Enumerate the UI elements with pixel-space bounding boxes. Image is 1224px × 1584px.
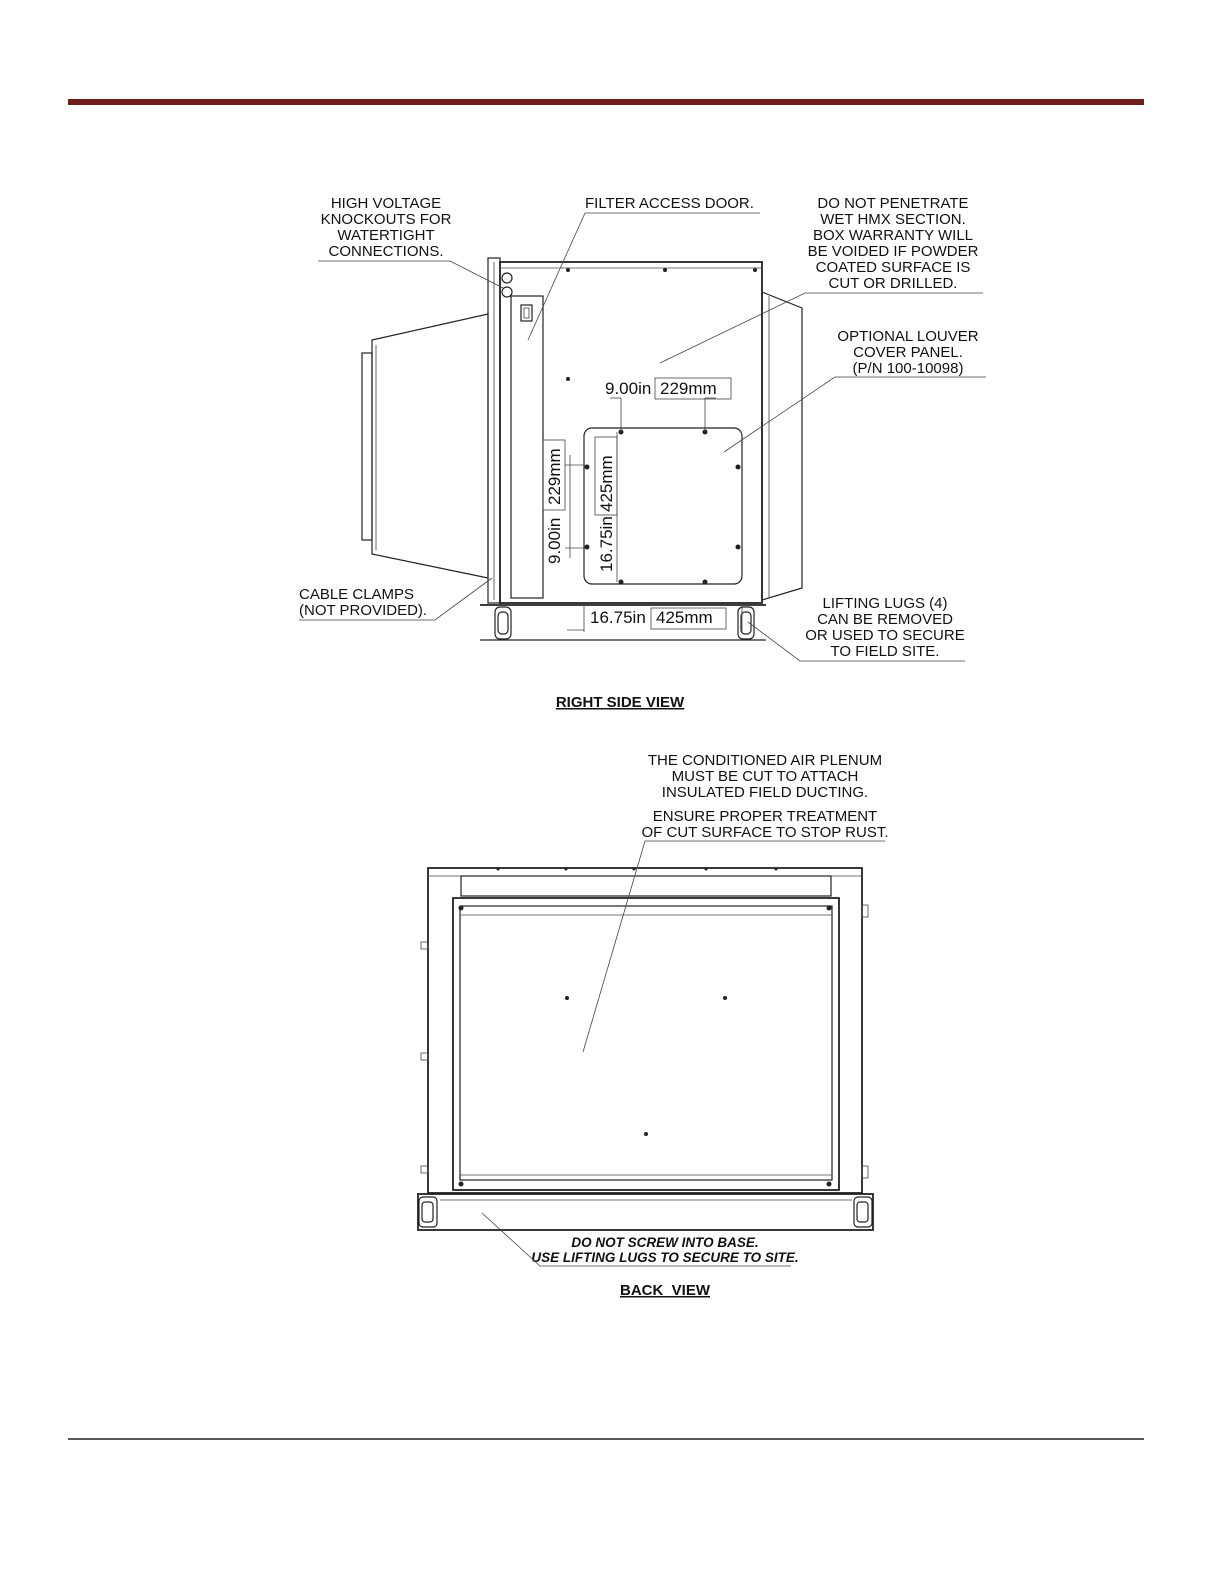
- svg-text:DO NOT PENETRATE: DO NOT PENETRATE: [817, 195, 969, 212]
- svg-text:BOX WARRANTY WILL: BOX WARRANTY WILL: [812, 227, 974, 244]
- svg-text:OF CUT SURFACE TO STOP RUST.: OF CUT SURFACE TO STOP RUST.: [641, 824, 889, 841]
- svg-text:TO FIELD SITE.: TO FIELD SITE.: [830, 643, 940, 660]
- dim-bottom-mm: 425mm: [656, 608, 713, 627]
- dim-top-mm: 229mm: [660, 379, 717, 398]
- svg-text:COVER PANEL.: COVER PANEL.: [853, 344, 963, 361]
- callout-plenum: [583, 752, 889, 1052]
- svg-text:BE VOIDED IF POWDER: BE VOIDED IF POWDER: [807, 243, 979, 260]
- svg-text:FILTER ACCESS DOOR.: FILTER ACCESS DOOR.: [585, 195, 754, 212]
- svg-text:CONNECTIONS.: CONNECTIONS.: [328, 243, 444, 260]
- svg-text:COATED SURFACE IS: COATED SURFACE IS: [815, 259, 971, 276]
- svg-text:WATERTIGHT: WATERTIGHT: [337, 227, 435, 244]
- svg-text:USE LIFTING LUGS TO SECURE TO: USE LIFTING LUGS TO SECURE TO SITE.: [531, 1250, 799, 1265]
- callout-louver: [724, 328, 986, 452]
- svg-text:(NOT PROVIDED).: (NOT PROVIDED).: [299, 602, 428, 619]
- callout-cable-clamps: [299, 578, 492, 620]
- svg-text:CAN BE REMOVED: CAN BE REMOVED: [817, 611, 953, 628]
- svg-text:OR USED TO SECURE: OR USED TO SECURE: [805, 627, 965, 644]
- svg-text:LIFTING LUGS (4): LIFTING LUGS (4): [822, 595, 948, 612]
- svg-text:CABLE CLAMPS: CABLE CLAMPS: [299, 586, 415, 603]
- dim-height-in: 16.75in: [597, 516, 616, 572]
- svg-text:CUT OR DRILLED.: CUT OR DRILLED.: [828, 275, 958, 292]
- svg-text:INSULATED FIELD DUCTING.: INSULATED FIELD DUCTING.: [661, 784, 869, 801]
- svg-text:(P/N 100-10098): (P/N 100-10098): [852, 360, 964, 377]
- callout-filter-door: [528, 195, 760, 340]
- dim-left-in: 9.00in: [545, 517, 564, 564]
- dim-left-mm: 229mm: [545, 448, 564, 505]
- header-rule: [68, 99, 1144, 105]
- dim-height-mm: 425mm: [597, 455, 616, 512]
- svg-text:ENSURE PROPER TREATMENT: ENSURE PROPER TREATMENT: [652, 808, 878, 825]
- svg-text:MUST BE CUT TO ATTACH: MUST BE CUT TO ATTACH: [671, 768, 859, 785]
- right-view-title: RIGHT SIDE VIEW: [555, 694, 685, 711]
- svg-text:DO NOT SCREW INTO BASE.: DO NOT SCREW INTO BASE.: [571, 1235, 759, 1250]
- svg-text:OPTIONAL LOUVER: OPTIONAL LOUVER: [837, 328, 979, 345]
- right-side-view: [299, 195, 986, 711]
- callout-high-voltage: [318, 195, 503, 288]
- back-view: [418, 752, 889, 1299]
- callout-base-note: [482, 1213, 799, 1266]
- svg-text:HIGH VOLTAGE: HIGH VOLTAGE: [330, 195, 442, 212]
- svg-text:THE CONDITIONED AIR PLENUM: THE CONDITIONED AIR PLENUM: [647, 752, 883, 769]
- dim-top-in: 9.00in: [605, 379, 652, 398]
- svg-text:KNOCKOUTS FOR: KNOCKOUTS FOR: [320, 211, 452, 228]
- callout-lifting-lugs: [748, 595, 965, 661]
- dim-bottom-in: 16.75in: [590, 608, 646, 627]
- back-view-title: BACK VIEW: [620, 1282, 710, 1299]
- svg-text:WET HMX SECTION.: WET HMX SECTION.: [820, 211, 966, 228]
